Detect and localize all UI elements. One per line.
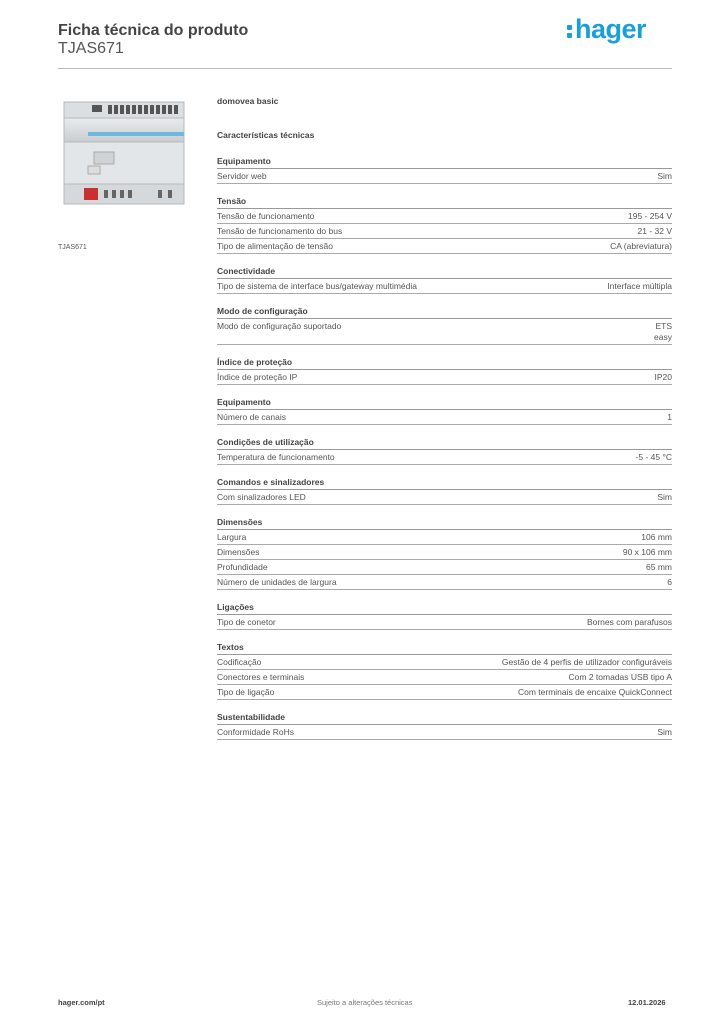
spec-label: Com sinalizadores LED — [217, 492, 306, 502]
section-title: Equipamento — [217, 397, 672, 410]
spec-value-line: Sim — [657, 727, 672, 737]
spec-value — [657, 171, 672, 182]
spec-value — [502, 657, 672, 668]
spec-row — [217, 575, 672, 590]
spec-value-line: IP20 — [654, 372, 672, 382]
spec-label: Codificação — [217, 657, 262, 667]
section-title: Comandos e sinalizadores — [217, 477, 672, 490]
spec-value — [641, 532, 672, 543]
spec-value-line: ETS — [655, 321, 672, 331]
footer-website: hager.com/pt — [58, 998, 105, 1007]
spec-row — [217, 530, 672, 545]
spec-value-line: Bornes com parafusos — [586, 617, 672, 627]
section-title: Tensão — [217, 196, 672, 209]
spec-section — [217, 266, 672, 294]
spec-value — [654, 321, 672, 343]
spec-label: Índice de proteção IP — [217, 372, 298, 382]
product-family: domovea basic — [217, 96, 279, 106]
spec-value-line: Sim — [657, 492, 672, 502]
spec-section — [217, 642, 672, 700]
spec-section — [217, 517, 672, 590]
spec-label: Tensão de funcionamento do bus — [217, 226, 343, 236]
logo-text: hager — [575, 14, 647, 44]
spec-row — [217, 545, 672, 560]
section-title: Condições de utilização — [217, 437, 672, 450]
section-title: Textos — [217, 642, 672, 655]
spec-label: Número de canais — [217, 412, 286, 422]
spec-value-line: 195 - 254 V — [628, 211, 672, 221]
spec-value-line: -5 - 45 °C — [635, 452, 672, 462]
spec-label: Profundidade — [217, 562, 268, 572]
spec-value-line: 106 mm — [641, 532, 672, 542]
page-title: Ficha técnica do produto — [58, 22, 249, 39]
spec-value-line: 90 x 106 mm — [622, 547, 672, 557]
spec-row — [217, 239, 672, 254]
spec-value — [587, 617, 672, 628]
spec-value — [657, 492, 672, 503]
spec-label: Temperatura de funcionamento — [217, 452, 335, 462]
spec-section — [217, 712, 672, 740]
section-title: Equipamento — [217, 156, 672, 169]
product-reference: TJAS671 — [58, 40, 124, 57]
spec-section — [217, 397, 672, 425]
spec-row — [217, 450, 672, 465]
spec-label: Tipo de sistema de interface bus/gateway multimédia — [217, 281, 418, 291]
spec-value — [667, 412, 672, 423]
spec-value-line: Interface múltipla — [607, 281, 672, 291]
spec-label: Conectores e terminais — [217, 672, 305, 682]
spec-value-line: Com terminais de encaixe QuickConnect — [517, 687, 672, 697]
section-title: Conectividade — [217, 266, 672, 279]
spec-row — [217, 279, 672, 294]
spec-label: Dimensões — [217, 547, 260, 557]
spec-value-line: 1 — [667, 412, 672, 422]
spec-value-line: Sim — [657, 171, 672, 181]
footer-note: Sujeito a alterações técnicas — [317, 998, 413, 1007]
spec-value-line: CA (abreviatura) — [610, 241, 672, 251]
spec-value — [655, 372, 673, 383]
spec-label: Tipo de alimentação de tensão — [217, 241, 333, 251]
spec-section — [217, 196, 672, 254]
spec-value — [636, 452, 672, 463]
spec-label: Tipo de ligação — [217, 687, 275, 697]
spec-row — [217, 560, 672, 575]
spec-sections — [217, 156, 672, 740]
section-title: Sustentabilidade — [217, 712, 672, 725]
hager-logo — [567, 14, 646, 45]
spec-row — [217, 410, 672, 425]
spec-section — [217, 306, 672, 345]
section-title: Ligações — [217, 602, 672, 615]
spec-value — [628, 211, 672, 222]
spec-row — [217, 615, 672, 630]
section-title: Dimensões — [217, 517, 672, 530]
spec-label: Tensão de funcionamento — [217, 211, 315, 221]
spec-row — [217, 169, 672, 184]
spec-section — [217, 602, 672, 630]
spec-value — [657, 727, 672, 738]
spec-value-line: 6 — [667, 577, 672, 587]
spec-label: Número de unidades de largura — [217, 577, 337, 587]
spec-label: Tipo de conetor — [217, 617, 276, 627]
spec-value-line: 65 mm — [646, 562, 672, 572]
image-caption: TJAS671 — [58, 244, 87, 251]
spec-value — [518, 687, 672, 698]
spec-value — [607, 281, 672, 292]
spec-value-line: easy — [654, 332, 672, 342]
spec-row — [217, 209, 672, 224]
characteristics-title: Características técnicas — [217, 130, 315, 140]
spec-section — [217, 156, 672, 184]
spec-value-line: 21 - 32 V — [637, 226, 672, 236]
section-title: Índice de proteção — [217, 357, 672, 370]
spec-section — [217, 357, 672, 385]
spec-value-line: Com 2 tomadas USB tipo A — [568, 672, 672, 682]
spec-value — [667, 577, 672, 588]
spec-value — [638, 226, 673, 237]
spec-value-line: Gestão de 4 perfis de utilizador configuráveis — [501, 657, 672, 667]
spec-label: Largura — [217, 532, 247, 542]
spec-value — [646, 562, 672, 573]
logo-dots-icon — [567, 21, 574, 41]
spec-row — [217, 370, 672, 385]
spec-row — [217, 224, 672, 239]
spec-row — [217, 685, 672, 700]
spec-section — [217, 477, 672, 505]
header-divider — [58, 68, 672, 69]
spec-content — [217, 96, 672, 740]
spec-value — [623, 547, 672, 558]
footer-date: 12.01.2026 — [628, 998, 666, 1007]
section-title: Modo de configuração — [217, 306, 672, 319]
spec-section — [217, 437, 672, 465]
spec-label: Servidor web — [217, 171, 267, 181]
spec-row — [217, 490, 672, 505]
spec-value — [610, 241, 672, 252]
spec-label: Conformidade RoHs — [217, 727, 295, 737]
spec-row — [217, 655, 672, 670]
spec-label: Modo de configuração suportado — [217, 321, 342, 331]
product-image — [58, 96, 190, 210]
spec-row — [217, 725, 672, 740]
spec-row — [217, 319, 672, 345]
spec-row — [217, 670, 672, 685]
spec-value — [569, 672, 672, 683]
